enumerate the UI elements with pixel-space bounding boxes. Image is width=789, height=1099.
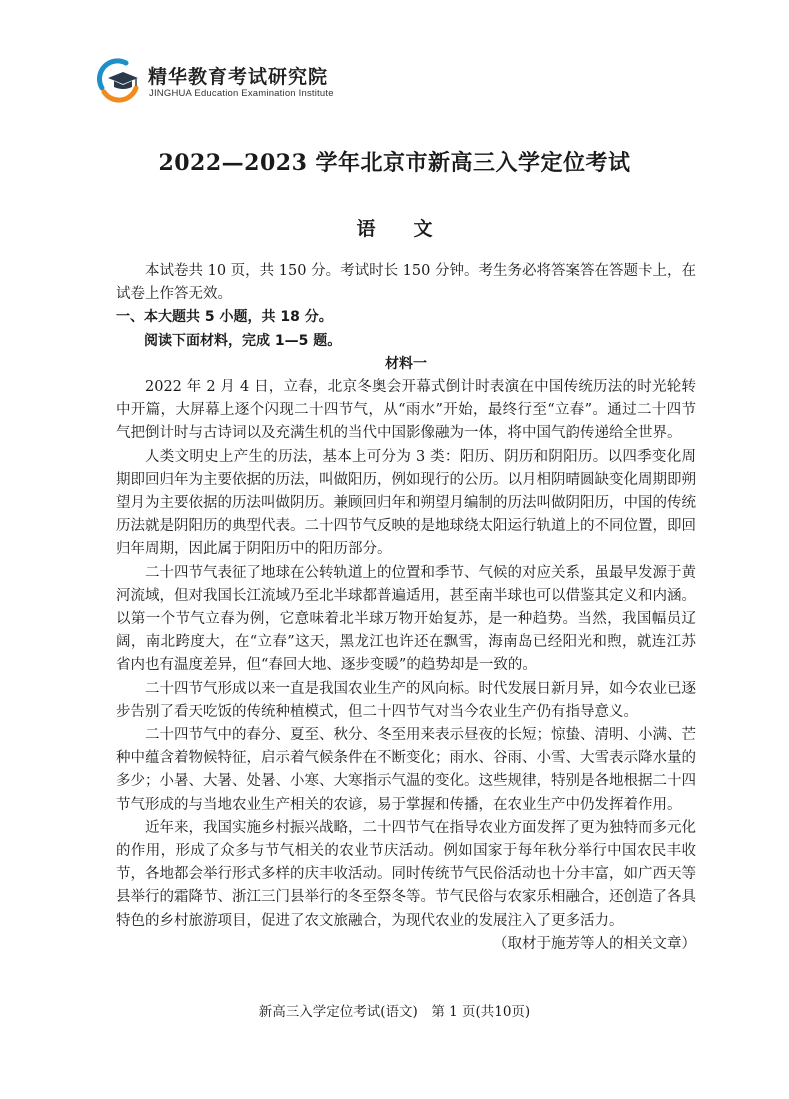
institute-logo xyxy=(96,58,416,106)
material-paragraph: 人类文明史上产生的历法，基本上可分为 3 类：阳历、阴历和阴阳历。以四季变化周期即回归年为主要依据的历法，叫做阳历，例如现行的公历。以月相阴晴圆缺变化周期即朔望月为主要依据的历法叫做阴历。兼顾回归年和朔望月编制的历法叫做阴阳历，中国的传统历法就是阴阳历的典型代表。二十四节气反映的是地球绕太阳运行轨道上的不同位置，即回归年周期，因此属于阴阳历中的阳历部分。 xyxy=(116,448,696,558)
material-paragraph: 二十四节气形成以来一直是我国农业生产的风向标。时代发展日新月异，如今农业已逐步告别了看天吃饭的传统种植模式，但二十四节气对当今农业生产仍有指导意义。 xyxy=(116,680,696,720)
page-footer: 新高三入学定位考试(语文) 第 1 页(共10页) xyxy=(258,1004,531,1020)
material-paragraph: 2022 年 2 月 4 日，立春，北京冬奥会开幕式倒计时表演在中国传统历法的时光轮转中开篇，大屏幕上逐个闪现二十四节气，从“雨水”开始，最终行至“立春”。通过二十四节气把倒计时与古诗词以及充满生机的当代中国影像融为一体，将中国气韵传递给全世界。 xyxy=(116,379,696,442)
logo-emblem-icon xyxy=(96,58,142,104)
exam-title: 2022—2023 学年北京市新高三入学定位考试 xyxy=(158,150,631,176)
exam-body xyxy=(116,260,696,956)
material-paragraph: 二十四节气表征了地球在公转轨道上的位置和季节、气候的对应关系，虽最早发源于黄河流域，但对我国长江流域乃至北半球都普遍适用，甚至南半球也可以借鉴其定义和内涵。以第一个节气立春为例，它意味着北半球万物开始复苏，是一种趋势。当然，我国幅员辽阔，南北跨度大，在“立春”这天，黑龙江也许还在飘雪，海南岛已经阳光和煦，就连江苏省内也有温度差异，但“春回大地、逐步变暖”的趋势却是一致的。 xyxy=(116,564,696,674)
reading-prompt: 阅读下面材料，完成 1—5 题。 xyxy=(144,332,342,349)
source-note: （取材于施芳等人的相关文章） xyxy=(493,935,696,952)
instructions: 本试卷共 10 页，共 150 分。考试时长 150 分钟。考生务必将答案答在答题卡上，在试卷上作答无效。 xyxy=(116,263,696,303)
subject-heading: 语 文 xyxy=(356,218,433,240)
material-label: 材料一 xyxy=(385,355,427,372)
material-paragraph: 二十四节气中的春分、夏至、秋分、冬至用来表示昼夜的长短；惊蛰、清明、小满、芒种中蕴含着物候特征，启示着气候条件在不断变化；雨水、谷雨、小雪、大雪表示降水量的多少；小暑、大暑、处暑、小寒、大寒指示气温的变化。这些规律，特别是各地根据二十四节气形成的与当地农业生产相关的农谚，易于掌握和传播，在农业生产中仍发挥着作用。 xyxy=(116,727,696,813)
logo-name-cn: 精华教育考试研究院 xyxy=(148,66,329,88)
material-paragraph: 近年来，我国实施乡村振兴战略，二十四节气在指导农业方面发挥了更为独特而多元化的作用，形成了众多与节气相关的农业节庆活动。例如国家于每年秋分举行中国农民丰收节，各地都会举行形式多样的庆丰收活动。同时传统节气民俗活动也十分丰富，如广西天等县举行的霜降节、浙江三门县举行的冬至祭冬等。节气民俗与农家乐相融合，还创造了各具特色的乡村旅游项目，促进了农文旅融合，为现代农业的发展注入了更多活力。 xyxy=(116,819,696,929)
logo-name-en: JINGHUA Education Examination Institute xyxy=(149,88,334,99)
section-heading: 一、本大题共 5 小题，共 18 分。 xyxy=(116,309,333,326)
